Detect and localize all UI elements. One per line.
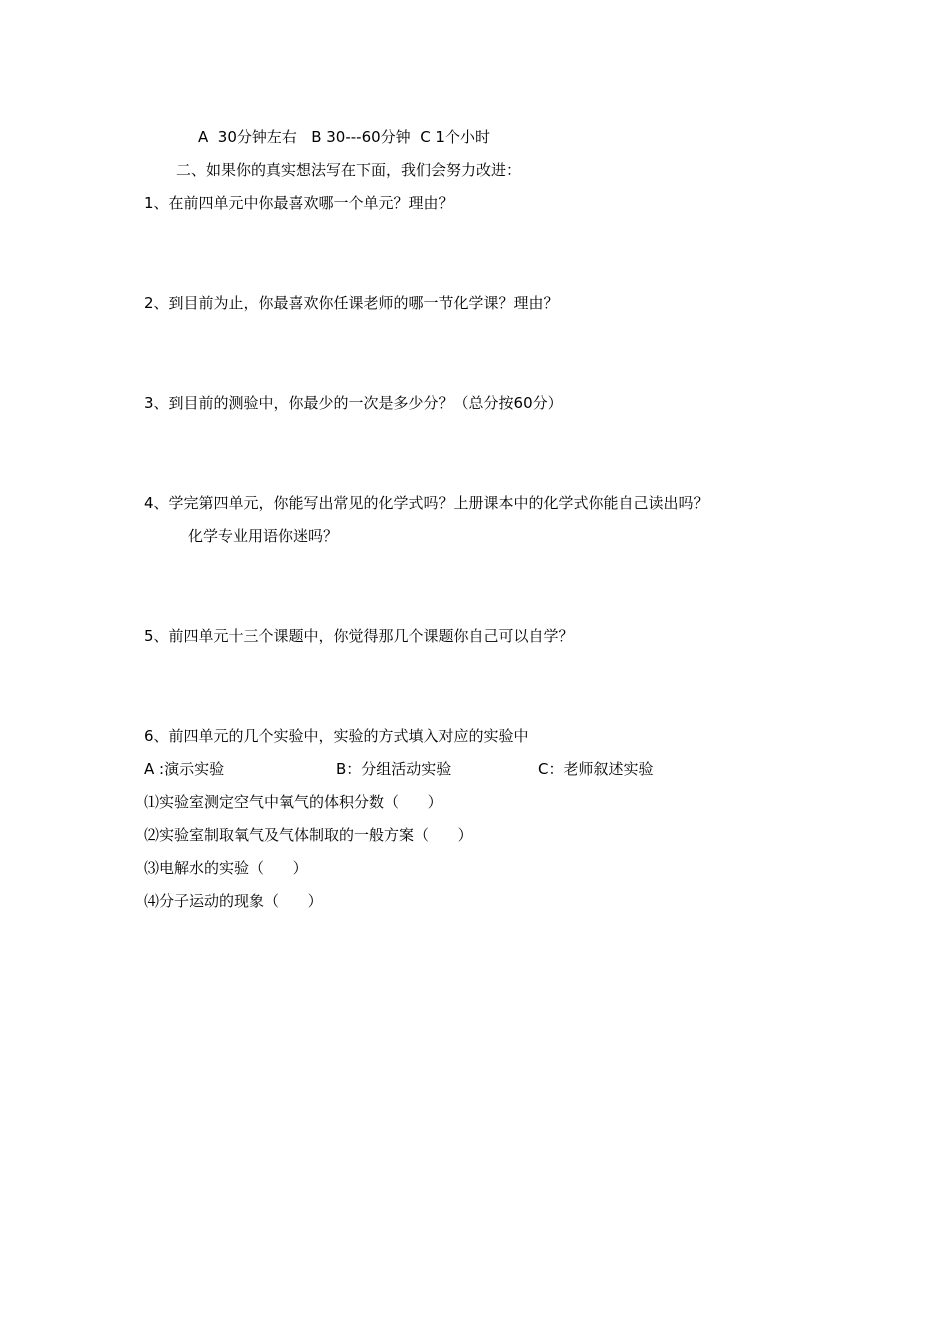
experiment-item-3: ⑶电解水的实验（ ） — [144, 859, 308, 877]
experiment-type-a: A :演示实验 — [144, 760, 225, 778]
experiment-item-2: ⑵实验室制取氧气及气体制取的一般方案（ ） — [144, 826, 473, 844]
answer-options-line: A 30分钟左右 B 30---60分钟 C 1个小时 — [198, 128, 490, 146]
experiment-type-c: C：老师叙述实验 — [538, 760, 654, 778]
question-1: 1、在前四单元中你最喜欢哪一个单元？理由？ — [144, 194, 454, 212]
section-two-heading: 二、如果你的真实想法写在下面，我们会努力改进： — [176, 161, 522, 179]
experiment-item-1: ⑴实验室测定空气中氧气的体积分数（ ） — [144, 793, 443, 811]
experiment-type-b: B：分组活动实验 — [336, 760, 452, 778]
experiment-item-4: ⑷分子运动的现象（ ） — [144, 892, 323, 910]
question-5: 5、前四单元十三个课题中，你觉得那几个课题你自己可以自学？ — [144, 627, 574, 645]
question-2: 2、到目前为止，你最喜欢你任课老师的哪一节化学课？理由？ — [144, 294, 559, 312]
question-4: 4、学完第四单元，你能写出常见的化学式吗？上册课本中的化学式你能自己读出吗？ — [144, 494, 709, 512]
question-3: 3、到目前的测验中，你最少的一次是多少分？（总分按60分） — [144, 394, 563, 412]
question-4-continuation: 化学专业用语你迷吗？ — [188, 527, 339, 545]
question-6: 6、前四单元的几个实验中，实验的方式填入对应的实验中 — [144, 727, 529, 745]
